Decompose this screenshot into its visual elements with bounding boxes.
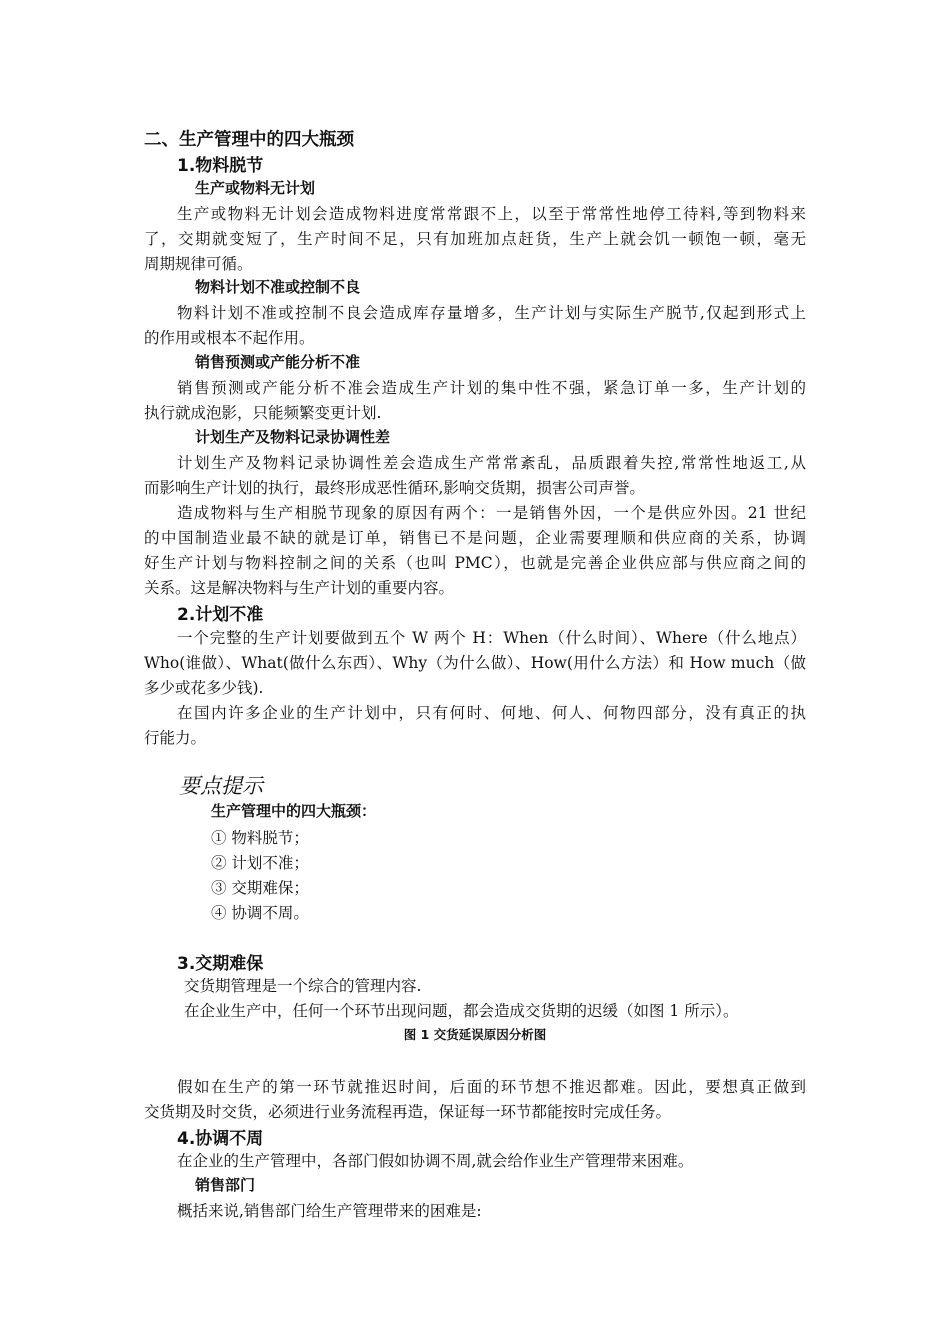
paragraph-line: 执行就成泡影，只能频繁变更计划.	[144, 404, 382, 422]
paragraph-line: 好生产计划与物料控制之间的关系（也叫 PMC），也就是完善企业供应部与供应商之间的	[144, 554, 806, 572]
key-point-item: ② 计划不准；	[211, 854, 309, 872]
paragraph-line: 造成物料与生产相脱节现象的原因有两个：一是销售外因，一个是供应外因。21 世纪	[177, 504, 806, 522]
heading-material-disconnect: 1.物料脱节	[177, 156, 264, 176]
paragraph-line: 一个完整的生产计划要做到五个 W 两个 H：When（什么时间）、Where（什么地点）	[177, 629, 806, 647]
paragraph-line: 在企业的生产管理中，各部门假如协调不周,就会给作业生产管理带来困难。	[177, 1152, 694, 1170]
key-point-item: ④ 协调不周。	[211, 904, 309, 922]
subheading-forecast: 销售预测或产能分析不准	[195, 353, 361, 371]
heading-delivery: 3.交期难保	[177, 954, 264, 974]
paragraph-line: 的中国制造业最不缺的就是订单，销售已不是问题，企业需要理顺和供应商的关系，协调	[144, 529, 806, 547]
subheading-coordination: 计划生产及物料记录协调性差	[195, 428, 391, 446]
heading-coordination: 4.协调不周	[177, 1129, 264, 1149]
section-title: 二、生产管理中的四大瓶颈	[144, 130, 354, 150]
paragraph-line: 行能力。	[144, 729, 207, 747]
subheading-inaccurate-plan: 物料计划不准或控制不良	[195, 278, 361, 296]
paragraph-line: 假如在生产的第一环节就推迟时间，后面的环节想不推迟都难。因此，要想真正做到	[177, 1078, 806, 1096]
paragraph-line: 交货期管理是一个综合的管理内容.	[184, 977, 422, 995]
subheading-no-plan: 生产或物料无计划	[195, 179, 316, 197]
paragraph-line: 多少或花多少钱).	[144, 679, 264, 697]
paragraph-line: 生产或物料无计划会造成物料进度常常跟不上，以至于常常性地停工待料,等到物料来	[177, 205, 806, 223]
paragraph-line: 销售预测或产能分析不准会造成生产计划的集中性不强，紧急订单一多，生产计划的	[177, 379, 806, 397]
paragraph-line: 在国内许多企业的生产计划中，只有何时、何地、何人、何物四部分，没有真正的执	[177, 704, 806, 722]
paragraph-line: 在企业生产中，任何一个环节出现问题，都会造成交货期的迟缓（如图 1 所示）。	[184, 1002, 739, 1020]
paragraph-line: 的作用或根本不起作用。	[144, 329, 315, 347]
key-points-title: 要点提示	[179, 774, 263, 798]
key-point-item: ③ 交期难保；	[211, 879, 309, 897]
paragraph-line: 周期规律可循。	[144, 255, 253, 273]
paragraph-line: 了，交期就变短了，生产时间不足，只有加班加点赶货，生产上就会饥一顿饱一顿，毫无	[144, 230, 806, 248]
paragraph-line: 物料计划不准或控制不良会造成库存量增多，生产计划与实际生产脱节,仅起到形式上	[177, 304, 806, 322]
subheading-sales-dept: 销售部门	[195, 1176, 256, 1194]
paragraph-line: 交货期及时交货，必须进行业务流程再造，保证每一环节都能按时完成任务。	[144, 1103, 672, 1121]
paragraph-line: 关系。这是解决物料与生产计划的重要内容。	[144, 579, 455, 597]
paragraph-line: 计划生产及物料记录协调性差会造成生产常常紊乱，品质跟着失控,常常性地返工,从	[177, 454, 806, 472]
paragraph-line: Who(谁做）、What(做什么东西）、Why（为什么做）、How(用什么方法）和 How much（做	[144, 654, 806, 672]
key-points-heading: 生产管理中的四大瓶颈：	[211, 802, 377, 820]
paragraph-line: 而影响生产计划的执行，最终形成恶性循环,影响交货期，损害公司声誉。	[144, 479, 645, 497]
paragraph-line: 概括来说,销售部门给生产管理带来的困难是:	[177, 1202, 482, 1220]
key-point-item: ① 物料脱节；	[211, 829, 309, 847]
heading-inaccurate-plan: 2.计划不准	[177, 605, 264, 625]
figure-caption: 图 1 交货延误原因分析图	[403, 1027, 547, 1042]
